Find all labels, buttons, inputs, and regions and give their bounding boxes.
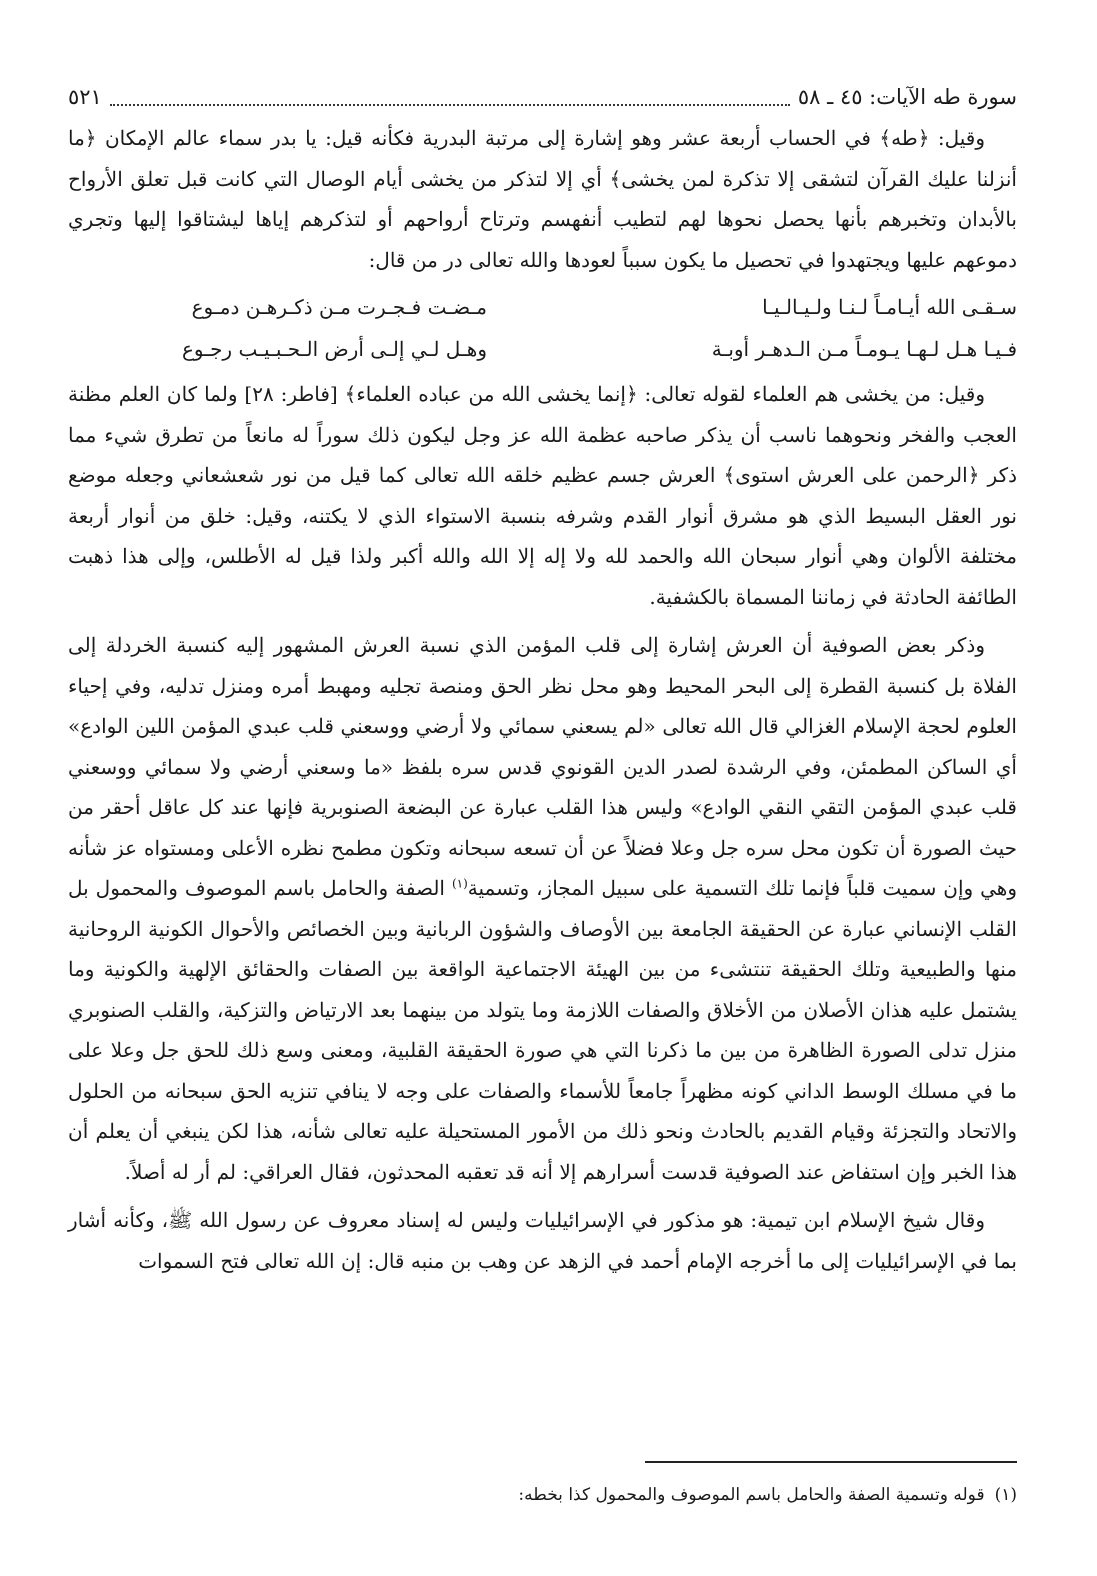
paragraph: وقيل: من يخشى هم العلماء لقوله تعالى: ﴿إنما يخشى الله من عباده العلماء﴾ [فاطر: ٢٨] ولما كان العلم مظنة العجب والفخر ونحوهما ناسب أن يذكر صاحبه عظمة الله عز وجل ليكون ذلك سوراً له مانعاً من تطرق شيء مما ذكر ﴿الرحمن على العرش استوى﴾ العرش جسم عظيم خلقه الله تعالى كما قيل من نور شعشعاني وجعله موضع نور العقل البسيط الذي هو مشرق أنوار القدم وشرفه بنسبة الاستواء الذي لا يكتنه، وقيل: خلق من أنوار أربعة مختلفة الألوان وهي أنوار سبحان الله والحمد لله ولا إله إلا الله والله أكبر ولذا قيل له الأطلس، وإلى هذا ذهبت الطائفة الحادثة في زماننا المسماة بالكشفية.: [68, 382, 1017, 609]
paragraph: [68, 625, 1017, 1192]
footnote-number: (١): [994, 1485, 1017, 1505]
footnote: [68, 1482, 1017, 1508]
paragraph: وقال شيخ الإسلام ابن تيمية: هو مذكور في الإسرائيليات وليس له إسناد معروف عن رسول الله ﷺ، وكأنه أشار بما في الإسرائيليات إلى ما أخرجه الإمام أحمد في الزهد عن وهب بن منبه قال: إن الله تعالى فتح السموات: [68, 1208, 1017, 1273]
running-head: [68, 78, 1017, 112]
poem-verse: [68, 328, 1017, 370]
paragraph: وقيل: ﴿طه﴾ في الحساب أربعة عشر وهو إشارة إلى مرتبة البدرية فكأنه قيل: يا بدر سماء عالم الإمكان ﴿ما أنزلنا عليك القرآن لتشقى إلا تذكرة لمن يخشى﴾ أي إلا لتذكر من يخشى أيام الوصال التي كانت قبل تعلق الأرواح بالأبدان وتخبرهم بأنها يحصل نحوها لهم لتطيب أنفهسم وترتاح أرواحهم أو لتذكرهم إياها ليشتاقوا إليها وتجري دموعهم عليها ويجتهدوا في تحصيل ما يكون سبباً لعودها والله تعالى در من قال:: [68, 126, 1017, 272]
footnote-text: قوله وتسمية الصفة والحامل باسم الموصوف والمحمول كذا بخطه:: [518, 1485, 985, 1505]
poem: [68, 286, 1017, 370]
paragraph-text: وذكر بعض الصوفية أن العرش إشارة إلى قلب المؤمن الذي نسبة العرش المشهور إليه كنسبة الخردلة إلى الفلاة بل كنسبة القطرة إلى البحر المحيط وهو محل نظر الحق ومنصة تجليه ومهبط أمره ومنزل تدليه، وفي إحياء العلوم لحجة الإسلام الغزالي قال الله تعالى «لم يسعني سمائي ولا أرضي ووسعني قلب عبدي المؤمن اللين الوادع» أي الساكن المطمئن، وفي الرشدة لصدر الدين القونوي قدس سره بلفظ «ما وسعني أرضي ولا سمائي ووسعني قلب عبدي المؤمن التقي النقي الوادع» وليس هذا القلب عبارة عن البضعة الصنوبرية فإنها عند كل عاقل أحقر من حيث الصورة أن تكون محل سره جل وعلا فضلاً عن أن تسعه سبحانه وتكون مطمح نظره الأعلى ومستواه عز شأنه وهي وإن سميت قلباً فإنما تلك التسمية على سبيل المجاز، وتسمية: [68, 633, 1018, 900]
page-number: ٥٢١: [68, 85, 102, 109]
verse-first-hemistich: سـقـى الله أيـامـاً لـنـا ولـيـالـيـا: [762, 295, 1017, 319]
surah-title: سورة طه الآيات: ٤٥ ـ ٥٨: [797, 85, 1017, 109]
verse-second-hemistich: مـضـت فـجـرت مـن ذكـرهـن دمـوع: [191, 295, 487, 319]
verse-second-hemistich: وهـل لـي إلـى أرض الـحـبـيـب رجـوع: [181, 337, 487, 361]
footnote-separator: [645, 1461, 1017, 1463]
leader-dots: [110, 86, 790, 106]
main-text: [68, 118, 1017, 1281]
paragraph-text: الصفة والحامل باسم الموصوف والمحمول بل القلب الإنساني عبارة عن الحقيقة الجامعة بين الأوصاف والشؤون الربانية وبين الخصائص والأحوال الكونية الروحانية منها والطبيعية وتلك الحقيقة تنتشىء من بين الهيئة الاجتماعية الواقعة بين الصفات والحقائق الإلهية والكونية وما يشتمل عليه هذان الأصلان من الأخلاق والصفات اللازمة وما يتولد من بينهما بعد الارتياض والتزكية، والقلب الصنوبري منزل تدلى الصورة الظاهرة من بين ما ذكرنا التي هي صورة الحقيقة القلبية، ومعنى وسع ذلك للحق جل وعلا على ما في مسلك الوسط الداني كونه مظهراً جامعاً للأسماء والصفات على وجه لا ينافي تنزيه الحق سبحانه من الحلول والاتحاد والتجزئة وقيام القديم بالحادث ونحو ذلك من الأمور المستحيلة عليه تعالى شأنه، هذا لكن ينبغي أن يعلم أن هذا الخبر وإن استفاض عند الصوفية قدست أسرارهم إلا أنه قد تعقبه المحدثون، فقال العراقي: لم أر له أصلاً.: [68, 876, 1017, 1184]
verse-first-hemistich: فـيـا هـل لـهـا يـومـاً مـن الـدهـر أوبـة: [711, 337, 1017, 361]
footnote-reference[interactable]: (١): [451, 876, 468, 891]
poem-verse: [68, 286, 1017, 328]
